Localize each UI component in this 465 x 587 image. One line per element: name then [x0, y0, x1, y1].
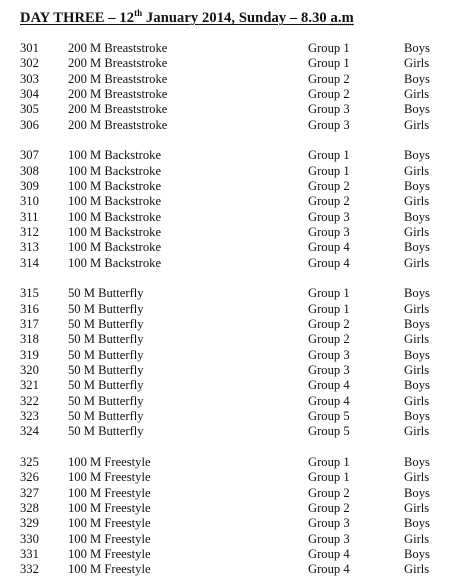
- event-group: Group 2: [308, 179, 350, 193]
- event-group: Group 3: [308, 531, 350, 546]
- event-number: 326: [20, 470, 39, 485]
- event-row: [0, 286, 465, 301]
- event-row: [0, 164, 465, 179]
- event-name: 100 M Backstroke: [68, 209, 162, 224]
- event-group: Group 1: [308, 41, 350, 55]
- event-name: 50 M Butterfly: [68, 362, 144, 377]
- event-number: 310: [20, 194, 39, 209]
- event-gender: Boys: [404, 102, 430, 117]
- heading-ordinal-suffix: th: [134, 8, 143, 19]
- event-gender: Boys: [404, 316, 430, 331]
- event-name: 200 M Breaststroke: [68, 87, 168, 101]
- event-row: [0, 470, 465, 485]
- event-number: 320: [20, 362, 39, 377]
- event-gender: Boys: [404, 454, 430, 469]
- event-name: 50 M Butterfly: [68, 424, 144, 439]
- event-gender: Girls: [404, 562, 430, 577]
- event-row: [0, 56, 465, 71]
- event-row: [0, 41, 465, 56]
- event-row: [0, 378, 465, 393]
- event-name: 50 M Butterfly: [68, 286, 144, 301]
- event-row: [0, 409, 465, 424]
- event-row: [0, 72, 465, 87]
- event-gender: Girls: [404, 56, 430, 71]
- event-row: [0, 240, 465, 255]
- event-row: [0, 210, 465, 225]
- event-gender: Boys: [404, 179, 430, 193]
- event-number: 313: [20, 240, 39, 255]
- event-number: 304: [20, 87, 39, 101]
- event-group: Group 1: [308, 56, 350, 71]
- event-number: 301: [20, 41, 39, 55]
- event-row: [0, 102, 465, 117]
- event-row: [0, 486, 465, 501]
- event-number: 322: [20, 393, 39, 408]
- event-group: Group 3: [308, 225, 350, 239]
- event-group: Group 4: [308, 393, 350, 408]
- event-group: Group 2: [308, 500, 350, 515]
- event-number: 332: [20, 562, 39, 577]
- event-name: 50 M Butterfly: [68, 378, 144, 393]
- event-name: 100 M Backstroke: [68, 240, 162, 255]
- event-row: [0, 363, 465, 378]
- event-gender: Girls: [404, 500, 430, 515]
- event-name: 100 M Freestyle: [68, 454, 151, 469]
- event-row: [0, 118, 465, 133]
- event-group: Group 3: [308, 117, 350, 132]
- event-name: 100 M Backstroke: [68, 255, 162, 270]
- event-row: [0, 532, 465, 547]
- event-name: 100 M Backstroke: [68, 225, 162, 239]
- event-group: Group 4: [308, 240, 350, 255]
- event-group: Group 2: [308, 332, 350, 347]
- event-group: Group 1: [308, 301, 350, 316]
- event-group: Group 4: [308, 562, 350, 577]
- event-gender: Boys: [404, 240, 430, 255]
- event-gender: Girls: [404, 194, 430, 209]
- event-group: Group 1: [308, 470, 350, 485]
- event-gender: Girls: [404, 301, 430, 316]
- event-gender: Girls: [404, 225, 430, 239]
- event-number: 311: [20, 209, 39, 224]
- event-name: 200 M Breaststroke: [68, 117, 168, 132]
- event-row: [0, 87, 465, 102]
- event-number: 306: [20, 117, 39, 132]
- event-group: Group 2: [308, 87, 350, 101]
- event-number: 324: [20, 424, 39, 439]
- event-gender: Boys: [404, 516, 430, 531]
- event-name: 100 M Freestyle: [68, 470, 151, 485]
- event-number: 319: [20, 347, 39, 362]
- event-number: 307: [20, 148, 39, 163]
- event-row: [0, 424, 465, 439]
- event-number: 302: [20, 56, 39, 71]
- event-gender: Girls: [404, 470, 430, 485]
- event-number: 308: [20, 163, 39, 178]
- event-row: [0, 194, 465, 209]
- event-gender: Boys: [404, 209, 430, 224]
- event-group: Group 3: [308, 362, 350, 377]
- event-name: 100 M Freestyle: [68, 562, 151, 577]
- event-row: [0, 516, 465, 531]
- event-number: 329: [20, 516, 39, 531]
- event-name: 50 M Butterfly: [68, 408, 144, 423]
- event-name: 200 M Breaststroke: [68, 102, 168, 117]
- event-name: 100 M Freestyle: [68, 546, 151, 561]
- event-group: Group 5: [308, 408, 350, 423]
- event-row: [0, 317, 465, 332]
- event-gender: Girls: [404, 117, 430, 132]
- event-number: 309: [20, 179, 39, 193]
- event-gender: Boys: [404, 378, 430, 393]
- event-number: 323: [20, 408, 39, 423]
- event-row: [0, 256, 465, 271]
- event-group: Group 3: [308, 347, 350, 362]
- page-heading: [20, 10, 354, 27]
- event-name: 50 M Butterfly: [68, 301, 144, 316]
- event-number: 318: [20, 332, 39, 347]
- event-name: 100 M Backstroke: [68, 179, 162, 193]
- event-group: Group 4: [308, 546, 350, 561]
- event-name: 100 M Freestyle: [68, 516, 151, 531]
- event-group: Group 1: [308, 454, 350, 469]
- event-row: [0, 302, 465, 317]
- event-gender: Boys: [404, 485, 430, 500]
- event-row: [0, 394, 465, 409]
- event-name: 50 M Butterfly: [68, 347, 144, 362]
- event-name: 200 M Breaststroke: [68, 71, 168, 86]
- event-number: 316: [20, 301, 39, 316]
- event-group: Group 4: [308, 255, 350, 270]
- event-gender: Girls: [404, 424, 430, 439]
- event-number: 317: [20, 316, 39, 331]
- event-row: [0, 455, 465, 470]
- event-number: 330: [20, 531, 39, 546]
- event-row: [0, 225, 465, 240]
- event-number: 312: [20, 225, 39, 239]
- event-row: [0, 501, 465, 516]
- event-gender: Boys: [404, 41, 430, 55]
- event-number: 331: [20, 546, 39, 561]
- event-number: 321: [20, 378, 39, 393]
- event-row: [0, 179, 465, 194]
- event-gender: Girls: [404, 332, 430, 347]
- event-gender: Boys: [404, 546, 430, 561]
- event-group: Group 2: [308, 485, 350, 500]
- event-group: Group 1: [308, 286, 350, 301]
- event-name: 100 M Freestyle: [68, 485, 151, 500]
- event-row: [0, 332, 465, 347]
- event-name: 100 M Backstroke: [68, 148, 162, 163]
- event-row: [0, 148, 465, 163]
- heading-time-suffix: a.m: [330, 10, 354, 26]
- event-name: 100 M Backstroke: [68, 163, 162, 178]
- event-number: 325: [20, 454, 39, 469]
- event-gender: Boys: [404, 71, 430, 86]
- event-group: Group 2: [308, 194, 350, 209]
- event-gender: Boys: [404, 408, 430, 423]
- event-group: Group 2: [308, 316, 350, 331]
- event-gender: Girls: [404, 362, 430, 377]
- event-gender: Boys: [404, 286, 430, 301]
- event-name: 200 M Breaststroke: [68, 41, 168, 55]
- event-name: 200 M Breaststroke: [68, 56, 168, 71]
- event-gender: Girls: [404, 163, 430, 178]
- event-name: 50 M Butterfly: [68, 393, 144, 408]
- event-name: 100 M Freestyle: [68, 531, 151, 546]
- event-name: 50 M Butterfly: [68, 332, 144, 347]
- heading-text: DAY THREE – 12: [20, 10, 135, 26]
- event-number: 328: [20, 500, 39, 515]
- event-row: [0, 547, 465, 562]
- event-group: Group 5: [308, 424, 350, 439]
- event-group: Group 3: [308, 102, 350, 117]
- event-group: Group 3: [308, 516, 350, 531]
- event-group: Group 4: [308, 378, 350, 393]
- event-name: 100 M Backstroke: [68, 194, 162, 209]
- event-row: [0, 348, 465, 363]
- event-number: 305: [20, 102, 39, 117]
- event-group: Group 2: [308, 71, 350, 86]
- event-name: 50 M Butterfly: [68, 316, 144, 331]
- event-gender: Girls: [404, 531, 430, 546]
- event-name: 100 M Freestyle: [68, 500, 151, 515]
- event-number: 315: [20, 286, 39, 301]
- event-gender: Girls: [404, 255, 430, 270]
- event-group: Group 1: [308, 163, 350, 178]
- event-number: 303: [20, 71, 39, 86]
- event-gender: Boys: [404, 148, 430, 163]
- event-group: Group 1: [308, 148, 350, 163]
- event-gender: Boys: [404, 347, 430, 362]
- event-number: 314: [20, 255, 39, 270]
- event-row: [0, 562, 465, 577]
- event-group: Group 3: [308, 209, 350, 224]
- event-gender: Girls: [404, 393, 430, 408]
- heading-text-rest: January 2014, Sunday – 8.30: [142, 10, 331, 26]
- event-number: 327: [20, 485, 39, 500]
- event-gender: Girls: [404, 87, 430, 101]
